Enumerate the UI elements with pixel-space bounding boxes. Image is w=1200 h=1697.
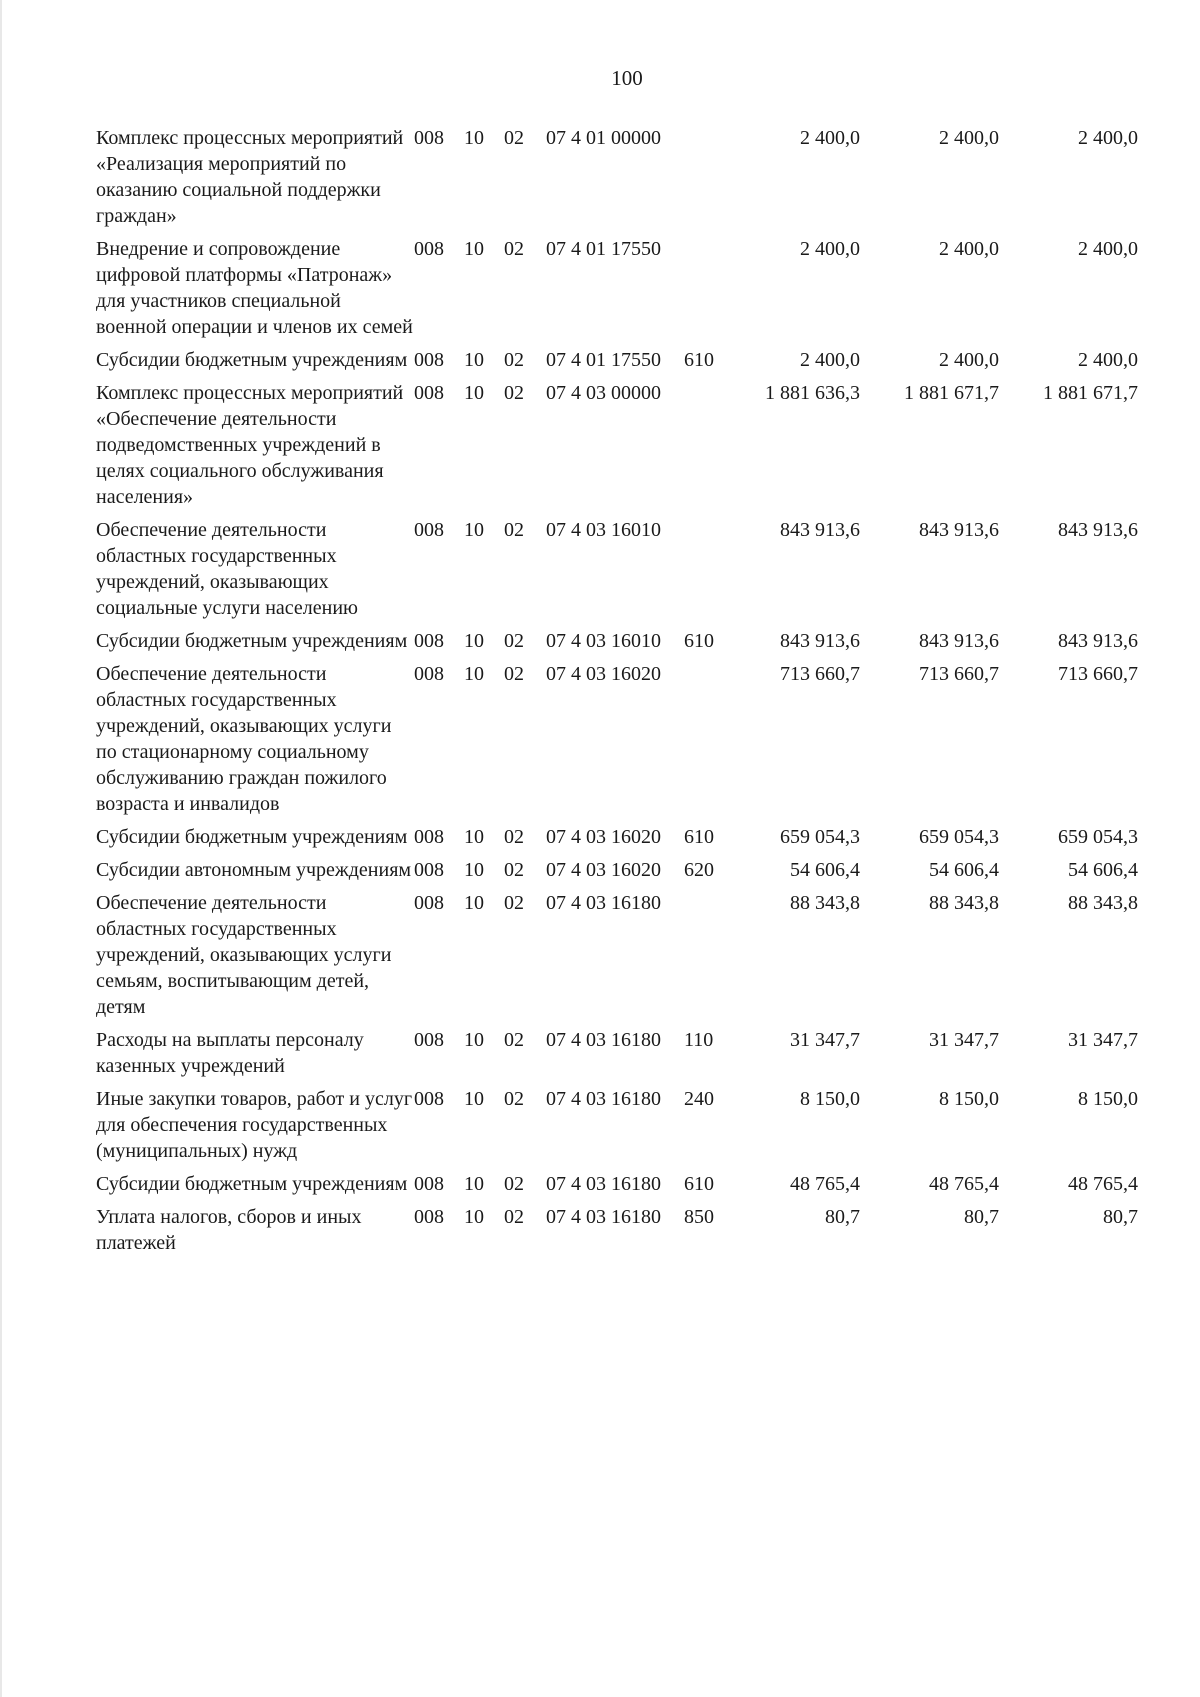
target-article-cell: 07 4 03 16180 xyxy=(546,892,661,914)
amount-year-3-cell: 80,7 xyxy=(1103,1206,1138,1228)
expense-name-cell: Внедрение и сопровождение цифровой платформы «Патронаж» для участников специальной военной операции и членов их семей xyxy=(96,238,413,338)
amount-year-3-cell: 48 765,4 xyxy=(1068,1173,1138,1195)
section-code-cell: 10 xyxy=(464,1173,484,1195)
amount-year-3-cell: 31 347,7 xyxy=(1068,1029,1138,1051)
expense-type-cell: 240 xyxy=(684,1088,714,1110)
amount-year-2-cell: 1 881 671,7 xyxy=(904,382,999,404)
amount-year-3-cell: 54 606,4 xyxy=(1068,859,1138,881)
amount-year-1-cell: 8 150,0 xyxy=(800,1088,860,1110)
section-code-cell: 10 xyxy=(464,519,484,541)
amount-year-1-cell: 80,7 xyxy=(825,1206,860,1228)
expense-type-cell xyxy=(684,125,734,236)
target-article-cell: 07 4 03 16180 xyxy=(546,1206,661,1228)
section-code-cell: 10 xyxy=(464,238,484,260)
amount-year-2-cell: 48 765,4 xyxy=(929,1173,999,1195)
expense-type-cell xyxy=(684,380,734,517)
target-article-cell: 07 4 03 16010 xyxy=(546,630,661,652)
expense-name-cell: Обеспечение деятельности областных государственных учреждений, оказывающих услуги по стационарному социальному обслуживанию граждан пожилого возраста и инвалидов xyxy=(96,663,392,815)
subsection-code-cell: 02 xyxy=(504,382,524,404)
section-code-cell: 10 xyxy=(464,859,484,881)
amount-year-3-cell: 1 881 671,7 xyxy=(1043,382,1138,404)
amount-year-3-cell: 2 400,0 xyxy=(1078,127,1138,149)
amount-year-2-cell: 843 913,6 xyxy=(919,519,999,541)
amount-year-2-cell: 713 660,7 xyxy=(919,663,999,685)
target-article-cell: 07 4 01 17550 xyxy=(546,349,661,371)
table-row xyxy=(96,125,1138,236)
section-code-cell: 10 xyxy=(464,1206,484,1228)
subsection-code-cell: 02 xyxy=(504,1088,524,1110)
amount-year-2-cell: 2 400,0 xyxy=(939,349,999,371)
department-code-cell: 008 xyxy=(414,238,444,260)
department-code-cell: 008 xyxy=(414,1088,444,1110)
target-article-cell: 07 4 03 16020 xyxy=(546,859,661,881)
amount-year-1-cell: 2 400,0 xyxy=(800,349,860,371)
table-row xyxy=(96,628,1138,661)
subsection-code-cell: 02 xyxy=(504,826,524,848)
expense-type-cell: 610 xyxy=(684,349,714,371)
expense-type-cell: 850 xyxy=(684,1206,714,1228)
department-code-cell: 008 xyxy=(414,1029,444,1051)
section-code-cell: 10 xyxy=(464,1088,484,1110)
table-row xyxy=(96,347,1138,380)
amount-year-2-cell: 843 913,6 xyxy=(919,630,999,652)
department-code-cell: 008 xyxy=(414,826,444,848)
table-row xyxy=(96,1027,1138,1086)
expense-name-cell: Субсидии бюджетным учреждениям xyxy=(96,826,408,848)
expense-type-cell: 610 xyxy=(684,630,714,652)
amount-year-3-cell: 843 913,6 xyxy=(1058,630,1138,652)
target-article-cell: 07 4 03 16180 xyxy=(546,1173,661,1195)
expense-type-cell: 610 xyxy=(684,826,714,848)
expense-name-cell: Субсидии бюджетным учреждениям xyxy=(96,1173,408,1195)
amount-year-1-cell: 713 660,7 xyxy=(780,663,860,685)
department-code-cell: 008 xyxy=(414,663,444,685)
table-row xyxy=(96,1086,1138,1171)
amount-year-1-cell: 31 347,7 xyxy=(790,1029,860,1051)
target-article-cell: 07 4 03 16020 xyxy=(546,663,661,685)
department-code-cell: 008 xyxy=(414,349,444,371)
expense-type-cell xyxy=(684,890,734,1027)
amount-year-3-cell: 659 054,3 xyxy=(1058,826,1138,848)
amount-year-2-cell: 8 150,0 xyxy=(939,1088,999,1110)
expense-type-cell: 620 xyxy=(684,859,714,881)
expense-name-cell: Обеспечение деятельности областных государственных учреждений, оказывающих услуги семьям, воспитывающим детей, детям xyxy=(96,892,392,1018)
section-code-cell: 10 xyxy=(464,382,484,404)
amount-year-1-cell: 659 054,3 xyxy=(780,826,860,848)
table-row xyxy=(96,824,1138,857)
section-code-cell: 10 xyxy=(464,826,484,848)
table-row xyxy=(96,517,1138,628)
subsection-code-cell: 02 xyxy=(504,1029,524,1051)
expense-name-cell: Обеспечение деятельности областных государственных учреждений, оказывающих социальные услуги населению xyxy=(96,519,359,619)
amount-year-1-cell: 88 343,8 xyxy=(790,892,860,914)
subsection-code-cell: 02 xyxy=(504,1173,524,1195)
amount-year-3-cell: 2 400,0 xyxy=(1078,349,1138,371)
amount-year-1-cell: 1 881 636,3 xyxy=(765,382,860,404)
expense-name-cell: Комплекс процессных мероприятий «Реализация мероприятий по оказанию социальной поддержки граждан» xyxy=(96,127,404,227)
department-code-cell: 008 xyxy=(414,519,444,541)
section-code-cell: 10 xyxy=(464,1029,484,1051)
subsection-code-cell: 02 xyxy=(504,1206,524,1228)
amount-year-1-cell: 843 913,6 xyxy=(780,630,860,652)
table-row xyxy=(96,661,1138,824)
subsection-code-cell: 02 xyxy=(504,630,524,652)
amount-year-1-cell: 843 913,6 xyxy=(780,519,860,541)
department-code-cell: 008 xyxy=(414,127,444,149)
expense-type-cell xyxy=(684,517,734,628)
expense-name-cell: Расходы на выплаты персоналу казенных учреждений xyxy=(96,1029,364,1077)
target-article-cell: 07 4 03 16180 xyxy=(546,1088,661,1110)
subsection-code-cell: 02 xyxy=(504,519,524,541)
section-code-cell: 10 xyxy=(464,349,484,371)
section-code-cell: 10 xyxy=(464,663,484,685)
department-code-cell: 008 xyxy=(414,1173,444,1195)
expense-name-cell: Уплата налогов, сборов и иных платежей xyxy=(96,1206,362,1254)
target-article-cell: 07 4 01 17550 xyxy=(546,238,661,260)
target-article-cell: 07 4 01 00000 xyxy=(546,127,661,149)
budget-table-body xyxy=(96,125,1138,1263)
target-article-cell: 07 4 03 16180 xyxy=(546,1029,661,1051)
target-article-cell: 07 4 03 00000 xyxy=(546,382,661,404)
department-code-cell: 008 xyxy=(414,859,444,881)
amount-year-2-cell: 80,7 xyxy=(964,1206,999,1228)
subsection-code-cell: 02 xyxy=(504,663,524,685)
amount-year-1-cell: 2 400,0 xyxy=(800,127,860,149)
subsection-code-cell: 02 xyxy=(504,127,524,149)
expense-name-cell: Субсидии автономным учреждениям xyxy=(96,859,412,881)
table-row xyxy=(96,236,1138,347)
amount-year-2-cell: 54 606,4 xyxy=(929,859,999,881)
expense-name-cell: Комплекс процессных мероприятий «Обеспечение деятельности подведомственных учреждений в целях социального обслуживания населения» xyxy=(96,382,404,508)
department-code-cell: 008 xyxy=(414,1206,444,1228)
amount-year-3-cell: 88 343,8 xyxy=(1068,892,1138,914)
expense-type-cell xyxy=(684,661,734,824)
page-number: 100 xyxy=(611,66,643,90)
amount-year-2-cell: 88 343,8 xyxy=(929,892,999,914)
amount-year-3-cell: 843 913,6 xyxy=(1058,519,1138,541)
amount-year-1-cell: 2 400,0 xyxy=(800,238,860,260)
amount-year-1-cell: 48 765,4 xyxy=(790,1173,860,1195)
table-row xyxy=(96,857,1138,890)
section-code-cell: 10 xyxy=(464,127,484,149)
expense-name-cell: Иные закупки товаров, работ и услуг для обеспечения государственных (муниципальных) нужд xyxy=(96,1088,413,1162)
scan-edge xyxy=(0,0,2,1697)
subsection-code-cell: 02 xyxy=(504,349,524,371)
expense-type-cell: 110 xyxy=(684,1029,714,1051)
subsection-code-cell: 02 xyxy=(504,238,524,260)
section-code-cell: 10 xyxy=(464,892,484,914)
budget-table xyxy=(96,125,1138,1263)
amount-year-2-cell: 31 347,7 xyxy=(929,1029,999,1051)
target-article-cell: 07 4 03 16010 xyxy=(546,519,661,541)
table-row xyxy=(96,380,1138,517)
table-row xyxy=(96,890,1138,1027)
amount-year-2-cell: 659 054,3 xyxy=(919,826,999,848)
amount-year-3-cell: 8 150,0 xyxy=(1078,1088,1138,1110)
subsection-code-cell: 02 xyxy=(504,892,524,914)
amount-year-1-cell: 54 606,4 xyxy=(790,859,860,881)
expense-name-cell: Субсидии бюджетным учреждениям xyxy=(96,349,408,371)
amount-year-2-cell: 2 400,0 xyxy=(939,238,999,260)
subsection-code-cell: 02 xyxy=(504,859,524,881)
target-article-cell: 07 4 03 16020 xyxy=(546,826,661,848)
expense-name-cell: Субсидии бюджетным учреждениям xyxy=(96,630,408,652)
table-row xyxy=(96,1171,1138,1204)
department-code-cell: 008 xyxy=(414,630,444,652)
expense-type-cell: 610 xyxy=(684,1173,714,1195)
section-code-cell: 10 xyxy=(464,630,484,652)
table-row xyxy=(96,1204,1138,1263)
amount-year-3-cell: 713 660,7 xyxy=(1058,663,1138,685)
amount-year-2-cell: 2 400,0 xyxy=(939,127,999,149)
department-code-cell: 008 xyxy=(414,382,444,404)
department-code-cell: 008 xyxy=(414,892,444,914)
expense-type-cell xyxy=(684,236,734,347)
amount-year-3-cell: 2 400,0 xyxy=(1078,238,1138,260)
